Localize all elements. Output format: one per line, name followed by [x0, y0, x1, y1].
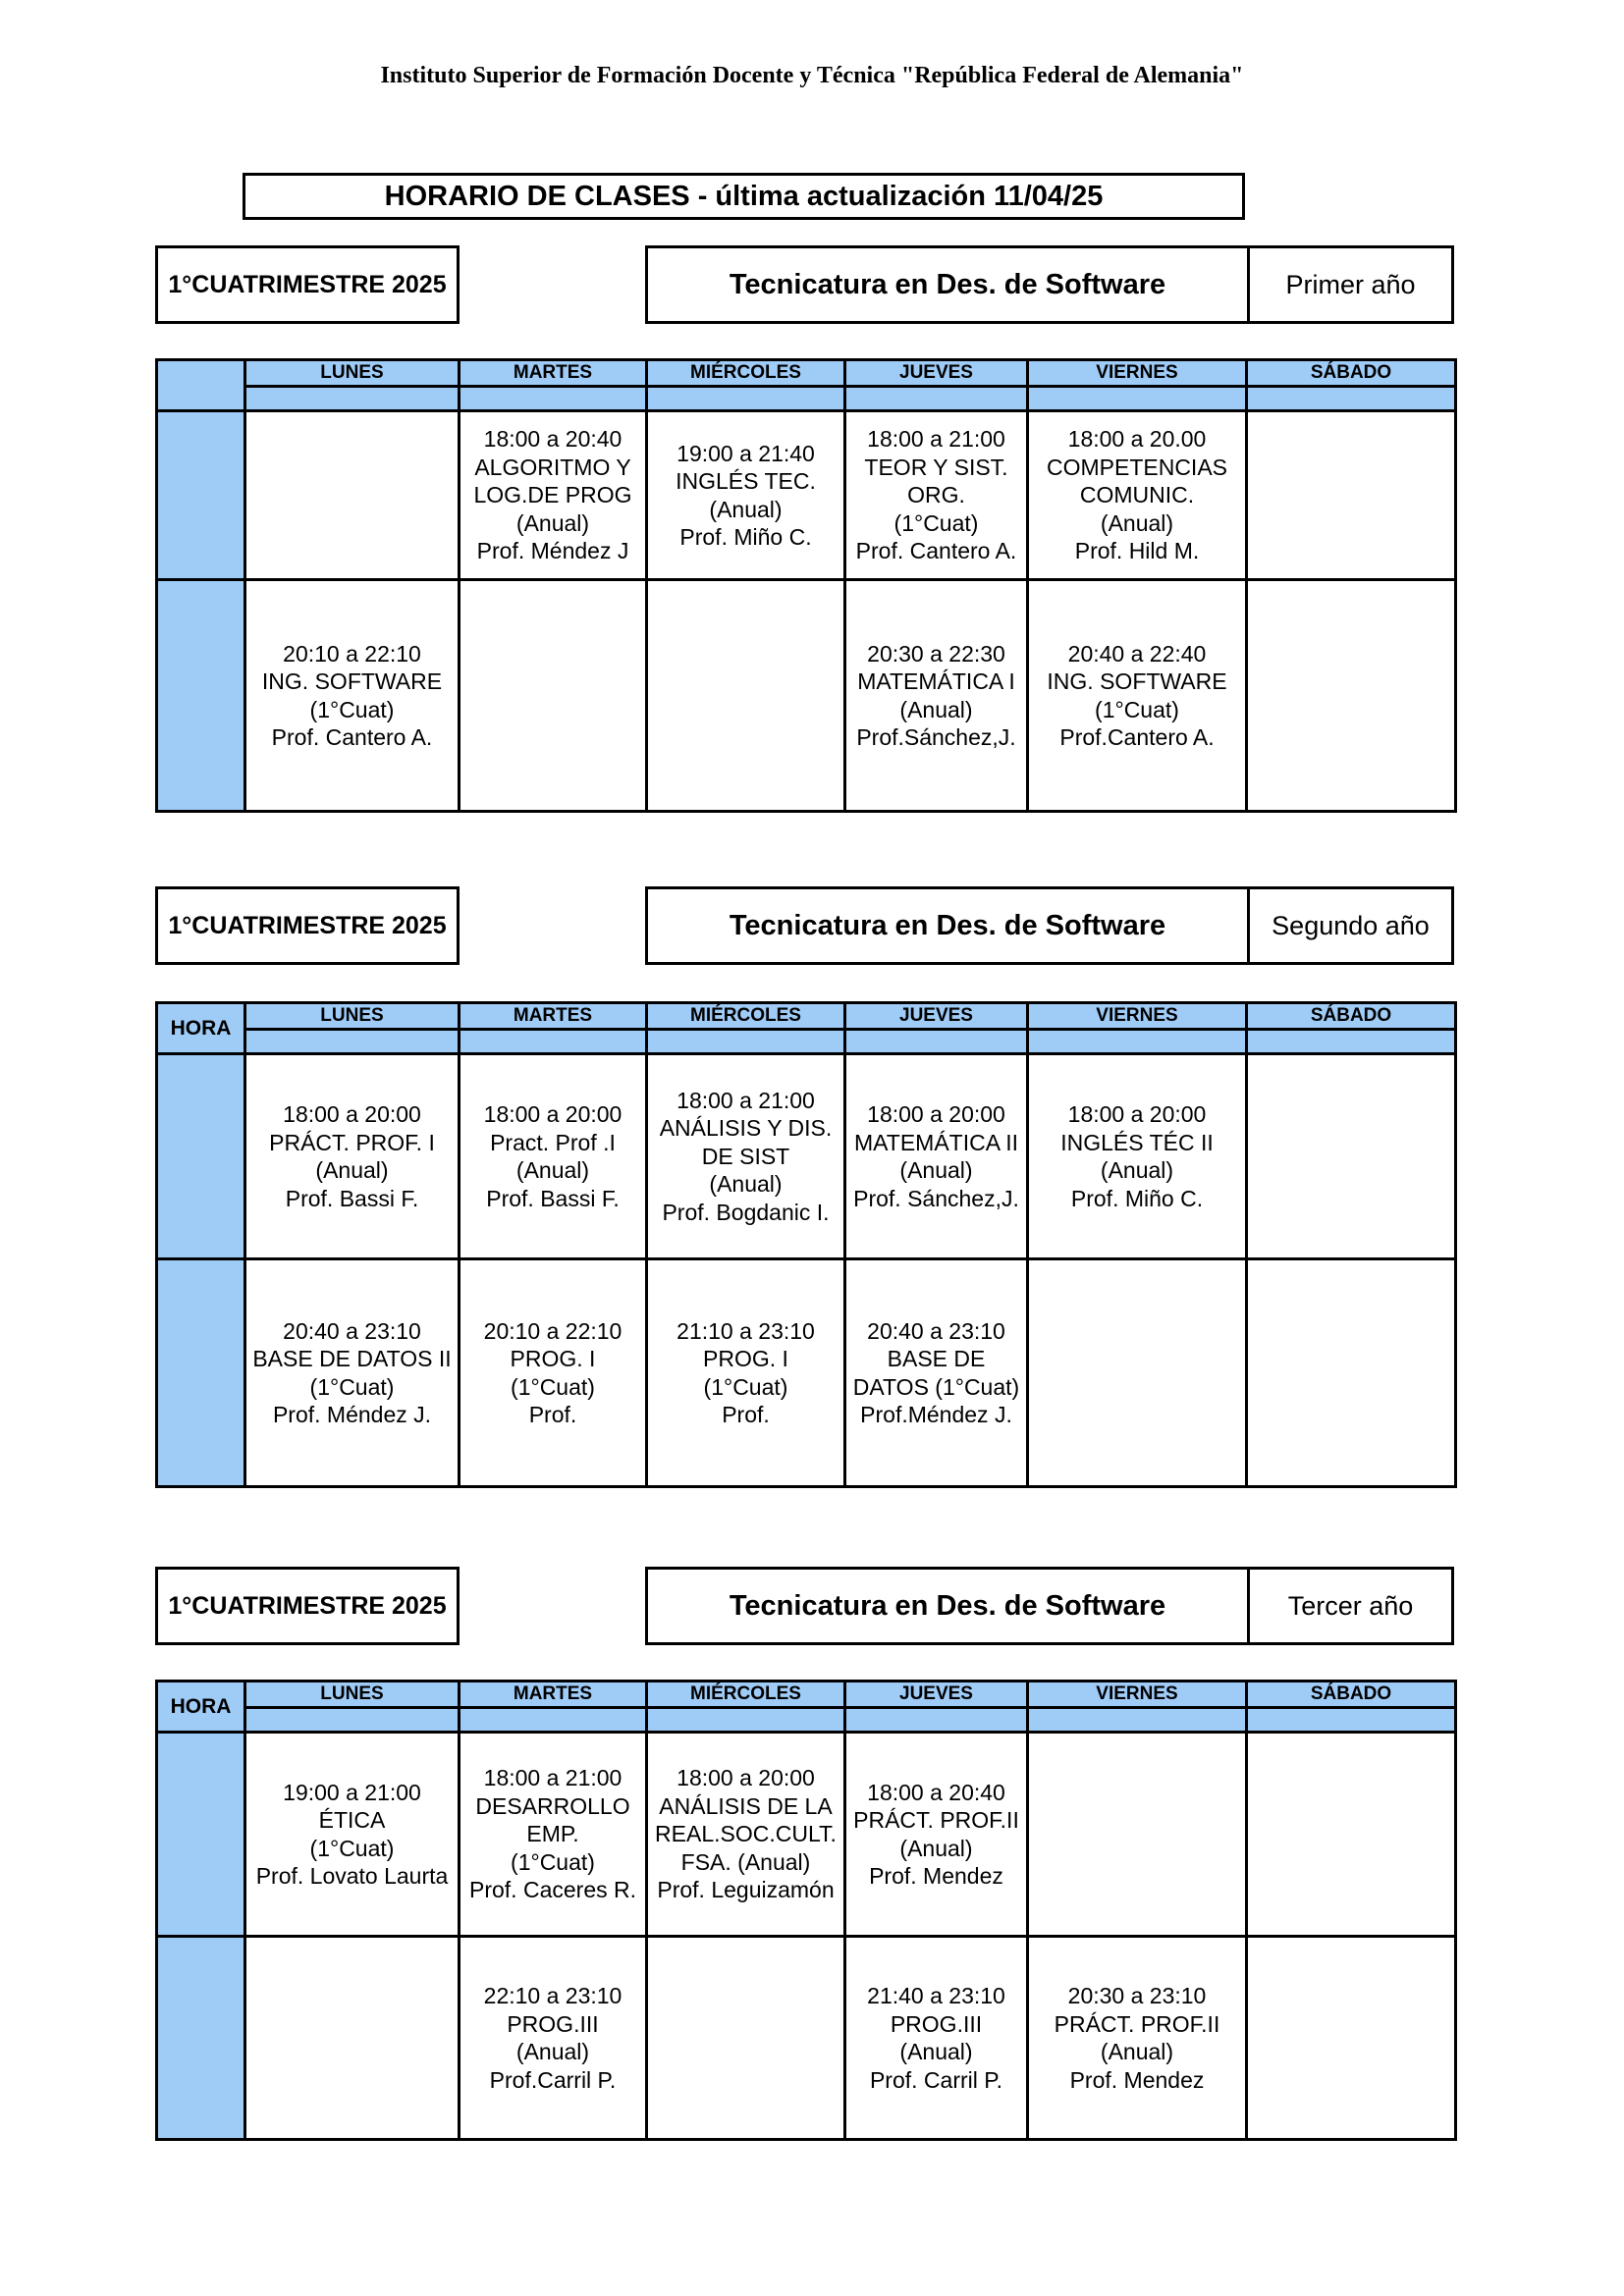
carrera-box: Tecnicatura en Des. de Software: [645, 1567, 1250, 1645]
time-row: [157, 1937, 1456, 2140]
class-cell: [845, 411, 1028, 580]
class-line: (Anual): [515, 509, 590, 536]
day-header: JUEVES: [845, 360, 1028, 387]
class-line: (Anual): [899, 1835, 973, 1861]
subheader-cell: [1028, 1030, 1247, 1054]
class-line: 20:40 a 23:10: [283, 1317, 421, 1344]
class-cell: [845, 1054, 1028, 1259]
subheader-cell: [460, 1708, 647, 1733]
subheader-cell: [245, 1708, 460, 1733]
subheader-cell: [647, 1030, 845, 1054]
class-cell: [1028, 1054, 1247, 1259]
class-cell: [1028, 1259, 1247, 1487]
subheader-row: [157, 1708, 1456, 1733]
class-cell: [647, 411, 845, 580]
class-line: Prof. Bassi F.: [486, 1185, 620, 1211]
class-line: Prof. Mendez: [1069, 2066, 1205, 2093]
class-cell: [460, 1733, 647, 1937]
class-line: PROG.III: [890, 2010, 983, 2037]
day-header: MIÉRCOLES: [647, 1682, 845, 1708]
class-line: 18:00 a 20.00: [1067, 426, 1207, 453]
class-cell: [845, 580, 1028, 812]
day-header: MARTES: [460, 1682, 647, 1708]
time-row: [157, 1733, 1456, 1937]
class-line: Prof. Méndez J: [476, 538, 629, 564]
class-cell: [245, 411, 460, 580]
day-header: VIERNES: [1028, 1682, 1247, 1708]
class-line: (1°Cuat): [1095, 696, 1179, 722]
class-line: (1°Cuat): [309, 1373, 395, 1400]
class-line: Prof. Hild M.: [1074, 538, 1200, 564]
hora-cell: [157, 1054, 245, 1259]
subheader-cell: [1247, 1708, 1456, 1733]
class-line: ORG.: [907, 482, 965, 508]
class-line: Prof. Cantero A.: [855, 538, 1017, 564]
day-header: MIÉRCOLES: [647, 360, 845, 387]
class-line: 22:10 a 23:10: [483, 1983, 623, 2008]
class-line: DATOS (1°Cuat): [852, 1373, 1020, 1400]
class-line: 18:00 a 21:00: [483, 1765, 623, 1791]
hora-cell: [157, 1259, 245, 1487]
cuatrimestre-box: 1°CUATRIMESTRE 2025: [155, 886, 460, 965]
class-line: Prof. Cantero A.: [271, 724, 433, 750]
class-line: 21:40 a 23:10: [867, 1983, 1005, 2008]
class-line: (Anual): [1100, 2039, 1174, 2064]
class-line: Pract. Prof .I: [490, 1129, 616, 1155]
class-line: MATEMÁTICA I: [857, 668, 1015, 694]
subheader-cell: [647, 1708, 845, 1733]
class-cell: [245, 1259, 460, 1487]
class-line: REAL.SOC.CULT.: [655, 1821, 837, 1847]
class-line: 20:40 a 22:40: [1067, 640, 1207, 667]
class-cell: [1247, 580, 1456, 812]
class-line: Prof. Sánchez,J.: [853, 1185, 1019, 1211]
anio-box: Primer año: [1247, 245, 1454, 324]
class-line: Prof. Leguizamón: [657, 1877, 835, 1903]
hora-header: HORA: [157, 1682, 245, 1733]
class-line: INGLÉS TEC.: [676, 468, 816, 494]
subheader-row: [157, 1030, 1456, 1054]
class-line: (Anual): [709, 496, 783, 522]
class-cell: [1247, 1937, 1456, 2140]
time-row: [157, 580, 1456, 812]
class-line: COMPETENCIAS: [1046, 454, 1228, 480]
subheader-cell: [845, 1030, 1028, 1054]
class-line: Prof. Miño C.: [1070, 1185, 1204, 1211]
anio-box: Tercer año: [1247, 1567, 1454, 1645]
class-cell: [245, 1054, 460, 1259]
class-line: Prof. Méndez J.: [272, 1402, 432, 1427]
schedule-table: [155, 1001, 1457, 1488]
class-line: 18:00 a 20:00: [677, 1765, 815, 1791]
day-header: SÁBADO: [1247, 1003, 1456, 1030]
class-line: 18:00 a 20:00: [1067, 1101, 1207, 1127]
class-line: BASE DE: [887, 1346, 986, 1371]
day-header: LUNES: [245, 1003, 460, 1030]
class-cell: [245, 1937, 460, 2140]
class-line: DESARROLLO: [475, 1792, 630, 1819]
class-line: LOG.DE PROG: [473, 482, 632, 508]
class-line: Prof. Bassi F.: [285, 1185, 419, 1211]
class-line: PROG.III: [507, 2010, 599, 2037]
class-cell: [1028, 411, 1247, 580]
day-header: SÁBADO: [1247, 360, 1456, 387]
class-line: (Anual): [1100, 1157, 1174, 1183]
schedule-title: HORARIO DE CLASES - última actualización 11/04/25: [243, 173, 1245, 220]
class-line: (1°Cuat): [309, 1835, 395, 1861]
class-line: COMUNIC.: [1079, 482, 1195, 508]
schedule-table: [155, 358, 1457, 813]
class-line: MATEMÁTICA II: [854, 1129, 1018, 1155]
hora-cell: [157, 1937, 245, 2140]
class-cell: [647, 580, 845, 812]
header-row: [157, 1003, 1456, 1030]
class-line: (Anual): [1100, 509, 1174, 536]
cuatrimestre-box: 1°CUATRIMESTRE 2025: [155, 1567, 460, 1645]
class-line: (Anual): [515, 2039, 590, 2064]
hora-cell: [157, 580, 245, 812]
day-header: SÁBADO: [1247, 1682, 1456, 1708]
class-line: TEOR Y SIST.: [864, 454, 1008, 480]
class-cell: [845, 1937, 1028, 2140]
subheader-cell: [245, 1030, 460, 1054]
day-header: MARTES: [460, 360, 647, 387]
class-line: (1°Cuat): [511, 1373, 595, 1400]
subheader-cell: [1028, 1708, 1247, 1733]
class-line: ING. SOFTWARE: [1047, 668, 1227, 694]
day-header: JUEVES: [845, 1682, 1028, 1708]
class-cell: [845, 1259, 1028, 1487]
subheader-cell: [460, 1030, 647, 1054]
header-row: [157, 1682, 1456, 1708]
class-line: (Anual): [515, 1157, 590, 1183]
day-header: MARTES: [460, 1003, 647, 1030]
class-line: 18:00 a 21:00: [677, 1087, 815, 1113]
class-line: 18:00 a 20:40: [483, 426, 623, 453]
class-cell: [647, 1259, 845, 1487]
class-line: (Anual): [709, 1171, 783, 1198]
class-line: (Anual): [315, 1157, 389, 1183]
class-cell: [1028, 1733, 1247, 1937]
class-line: PROG. I: [510, 1346, 596, 1371]
subheader-cell: [460, 387, 647, 411]
class-line: Prof.Méndez J.: [860, 1402, 1012, 1427]
class-cell: [245, 580, 460, 812]
class-line: INGLÉS TÉC II: [1060, 1129, 1214, 1155]
class-cell: [647, 1054, 845, 1259]
class-line: EMP.: [526, 1821, 579, 1847]
class-line: Prof.Cantero A.: [1059, 724, 1215, 750]
class-cell: [1247, 1259, 1456, 1487]
class-line: Prof. Caceres R.: [469, 1877, 636, 1903]
day-header: MIÉRCOLES: [647, 1003, 845, 1030]
class-line: Prof.: [528, 1402, 577, 1427]
class-line: ANÁLISIS DE LA: [659, 1792, 833, 1819]
time-row: [157, 1259, 1456, 1487]
class-line: (1°Cuat): [893, 509, 979, 536]
day-header: LUNES: [245, 1682, 460, 1708]
class-line: 20:40 a 23:10: [867, 1317, 1005, 1344]
class-line: (1°Cuat): [511, 1848, 595, 1875]
class-cell: [1247, 1054, 1456, 1259]
time-row: [157, 411, 1456, 580]
class-line: 18:00 a 20:00: [483, 1101, 623, 1127]
class-line: PRÁCT. PROF. I: [269, 1129, 435, 1155]
class-line: 19:00 a 21:40: [677, 440, 815, 466]
class-line: Prof.: [722, 1402, 770, 1427]
schedule-table: [155, 1680, 1457, 2141]
class-line: PRÁCT. PROF.II: [1054, 2010, 1220, 2037]
class-line: FSA. (Anual): [680, 1848, 811, 1875]
class-line: Prof.Sánchez,J.: [856, 724, 1016, 750]
header-row: [157, 360, 1456, 387]
class-line: (1°Cuat): [703, 1373, 788, 1400]
class-line: ALGORITMO Y: [474, 454, 631, 480]
hora-header: [157, 360, 245, 411]
class-line: Prof. Lovato Laurta: [255, 1863, 449, 1889]
day-header: VIERNES: [1028, 360, 1247, 387]
class-cell: [1028, 1937, 1247, 2140]
hora-header: HORA: [157, 1003, 245, 1054]
day-header: LUNES: [245, 360, 460, 387]
class-line: 18:00 a 21:00: [867, 426, 1005, 453]
class-line: 18:00 a 20:00: [283, 1101, 421, 1127]
class-line: ANÁLISIS Y DIS.: [659, 1115, 833, 1142]
class-line: (Anual): [899, 696, 973, 722]
subheader-cell: [1028, 387, 1247, 411]
class-line: (Anual): [899, 1157, 973, 1183]
institute-name: Instituto Superior de Formación Docente y Técnica "República Federal de Alemania": [380, 63, 1244, 88]
subheader-cell: [1247, 387, 1456, 411]
class-line: Prof. Mendez: [869, 1863, 1003, 1889]
class-line: 20:10 a 22:10: [483, 1317, 623, 1344]
class-line: Prof. Miño C.: [679, 524, 812, 550]
cuatrimestre-box: 1°CUATRIMESTRE 2025: [155, 245, 460, 324]
subheader-cell: [1247, 1030, 1456, 1054]
class-cell: [460, 580, 647, 812]
class-cell: [1247, 1733, 1456, 1937]
carrera-box: Tecnicatura en Des. de Software: [645, 245, 1250, 324]
class-cell: [845, 1733, 1028, 1937]
day-header: VIERNES: [1028, 1003, 1247, 1030]
class-line: 18:00 a 20:40: [867, 1779, 1005, 1805]
class-line: PRÁCT. PROF.II: [853, 1807, 1019, 1833]
day-header: JUEVES: [845, 1003, 1028, 1030]
class-cell: [647, 1937, 845, 2140]
time-row: [157, 1054, 1456, 1259]
class-line: PROG. I: [703, 1346, 788, 1371]
class-cell: [460, 1259, 647, 1487]
class-line: DE SIST: [701, 1143, 790, 1169]
carrera-box: Tecnicatura en Des. de Software: [645, 886, 1250, 965]
class-line: Prof. Bogdanic I.: [662, 1199, 830, 1225]
class-line: Prof.Carril P.: [489, 2066, 617, 2093]
subheader-cell: [845, 387, 1028, 411]
hora-cell: [157, 411, 245, 580]
class-line: BASE DE DATOS II: [252, 1346, 452, 1371]
subheader-cell: [647, 387, 845, 411]
class-cell: [460, 1054, 647, 1259]
subheader-cell: [245, 387, 460, 411]
class-line: ÉTICA: [318, 1807, 386, 1833]
class-cell: [460, 1937, 647, 2140]
class-line: 19:00 a 21:00: [283, 1779, 421, 1805]
class-cell: [1028, 580, 1247, 812]
class-line: 21:10 a 23:10: [677, 1317, 815, 1344]
class-line: 20:30 a 22:30: [867, 640, 1005, 667]
class-line: 18:00 a 20:00: [867, 1101, 1005, 1127]
class-cell: [245, 1733, 460, 1937]
subheader-row: [157, 387, 1456, 411]
class-cell: [460, 411, 647, 580]
class-line: ING. SOFTWARE: [261, 668, 443, 694]
class-line: Prof. Carril P.: [869, 2066, 1003, 2093]
class-line: 20:10 a 22:10: [283, 640, 421, 667]
class-cell: [1247, 411, 1456, 580]
class-line: (1°Cuat): [309, 696, 395, 722]
class-line: (Anual): [899, 2039, 973, 2064]
anio-box: Segundo año: [1247, 886, 1454, 965]
class-line: 20:30 a 23:10: [1067, 1983, 1207, 2008]
hora-cell: [157, 1733, 245, 1937]
subheader-cell: [845, 1708, 1028, 1733]
class-cell: [647, 1733, 845, 1937]
